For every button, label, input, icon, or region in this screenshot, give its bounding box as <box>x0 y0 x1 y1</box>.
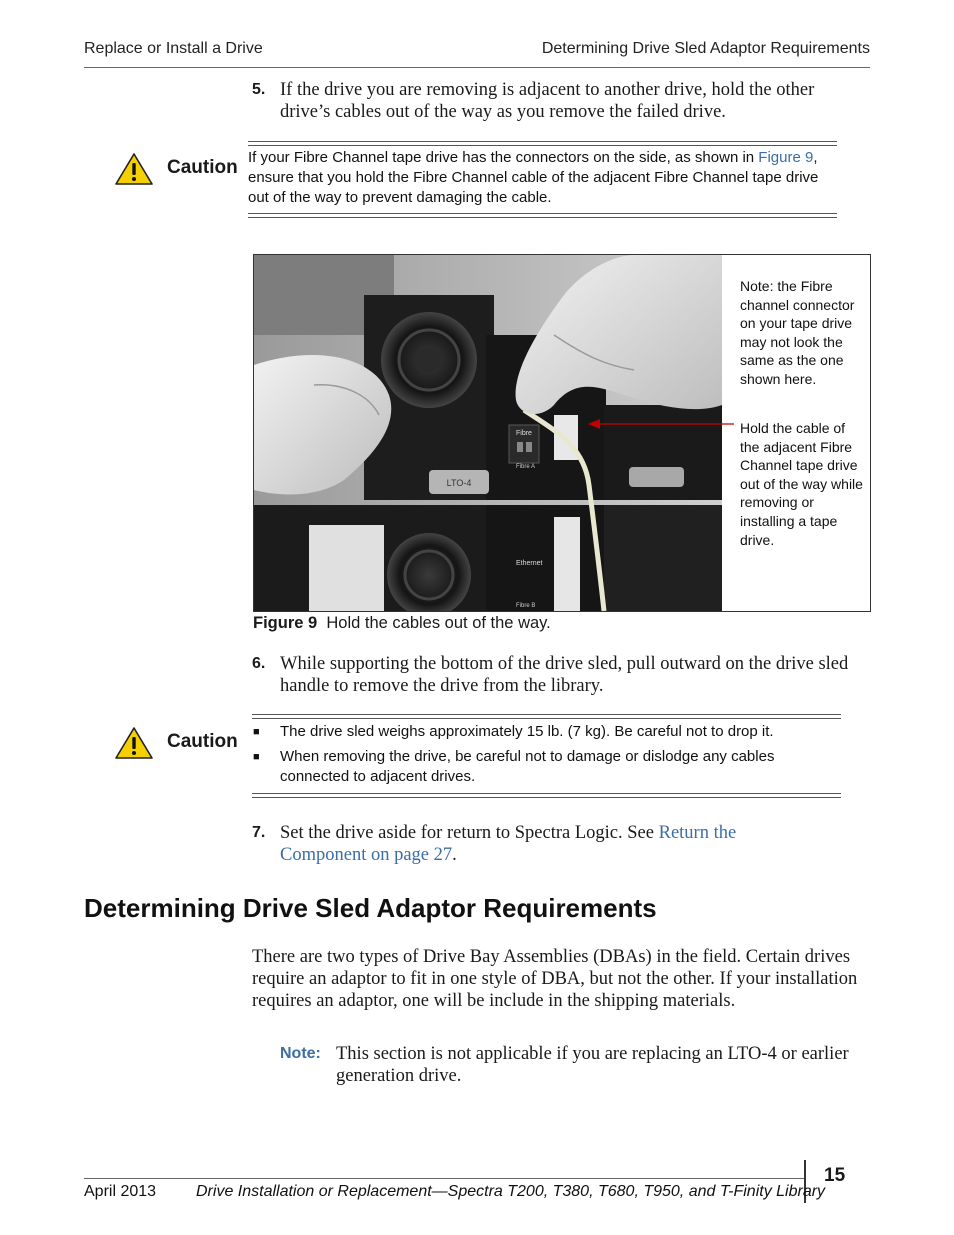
caution-list-item: ■ When removing the drive, be careful not to damage or dislodge any cables connected to adjacent drives. <box>253 748 775 785</box>
section-heading: Determining Drive Sled Adaptor Requirements <box>84 893 657 923</box>
figure-note-2: Hold the cable of the adjacent Fibre Channel tape drive out of the way while removing or installing a tape drive. <box>740 420 863 548</box>
return-component-link[interactable]: Return the Component on page 27 <box>280 823 737 865</box>
step-text: While supporting the bottom of the drive sled, pull outward on the drive sled handle to remove the drive from the library. <box>280 654 849 696</box>
caution-rule-top <box>248 141 837 146</box>
footer-date: April 2013 <box>84 1183 157 1200</box>
caution-label: Caution <box>167 731 238 752</box>
caution-list-item: ■ The drive sled weighs approximately 15 lb. (7 kg). Be careful not to drop it. <box>253 723 774 740</box>
svg-text:Fibre B: Fibre B <box>516 603 536 609</box>
figure-caption-text: Hold the cables out of the way. <box>326 614 551 632</box>
sled-handle-right <box>629 467 684 487</box>
figure-9-link[interactable]: Figure 9 <box>758 149 814 166</box>
note-text: This section is not applicable if you are replacing an LTO-4 or earlier generation drive. <box>336 1044 849 1086</box>
callout-arrow <box>584 417 740 431</box>
drive-photo <box>254 255 722 611</box>
figure-9 <box>253 254 871 612</box>
header-right: Determining Drive Sled Adaptor Requirements <box>541 40 870 57</box>
step-number: 7. <box>252 824 266 841</box>
step-7 <box>252 822 852 866</box>
caution-icon-1 <box>114 152 154 190</box>
bullet-square-icon: ■ <box>253 726 260 738</box>
step-text: If the drive you are removing is adjacent to another drive, hold the other drive’s cables out of the way as you remove the failed drive. <box>280 80 815 122</box>
svg-text:LTO-4: LTO-4 <box>446 478 472 488</box>
step-6 <box>252 653 852 697</box>
step-text: Set the drive aside for return to Spectra Logic. See Return the Component on page 27. <box>280 823 737 865</box>
drive-photo-illustration <box>254 255 722 611</box>
step-5 <box>252 79 852 123</box>
figure-caption <box>253 614 551 633</box>
caution-label: Caution <box>167 157 238 178</box>
caution-rule-top <box>252 714 841 719</box>
caution-text: If your Fibre Channel tape drive has the connectors on the side, as shown in Figure 9, ensure that you hold the Fibre Channel cable of the adjacent Fibre Channel tape drive out of the way to prevent damaging the cable. <box>248 149 819 206</box>
svg-text:Fibre A: Fibre A <box>516 464 536 470</box>
caution-rule-bottom <box>252 793 841 798</box>
bullet-square-icon: ■ <box>253 751 260 763</box>
footer-title: Drive Installation or Replacement—Spectra T200, T380, T680, T950, and T-Finity Library <box>196 1183 826 1200</box>
header-left: Replace or Install a Drive <box>84 40 263 57</box>
svg-text:Fibre: Fibre <box>516 430 532 437</box>
note-label: Note: <box>280 1045 321 1062</box>
step-number: 5. <box>252 81 266 98</box>
step-number: 6. <box>252 655 266 672</box>
header-rule <box>84 67 870 68</box>
footer-rule <box>84 1178 804 1179</box>
caution-list <box>252 722 832 787</box>
figure-note-1: Note: the Fibre channel connector on your tape drive may not look the same as the one shown here. <box>740 278 855 387</box>
section-paragraph: There are two types of Drive Bay Assemblies (DBAs) in the field. Certain drives require an adaptor to fit in one style of DBA, but not the other. If your installation requires an adaptor, one will be include in the shipping materials. <box>252 947 858 1011</box>
caution-rule-bottom <box>248 213 837 218</box>
caution-triangle-icon <box>114 726 154 760</box>
caution-triangle-icon <box>114 152 154 186</box>
caution-icon-2 <box>114 726 154 764</box>
page-number: 15 <box>824 1165 846 1186</box>
figure-caption-label: Figure 9 <box>253 614 318 632</box>
svg-text:Ethernet: Ethernet <box>516 560 543 567</box>
